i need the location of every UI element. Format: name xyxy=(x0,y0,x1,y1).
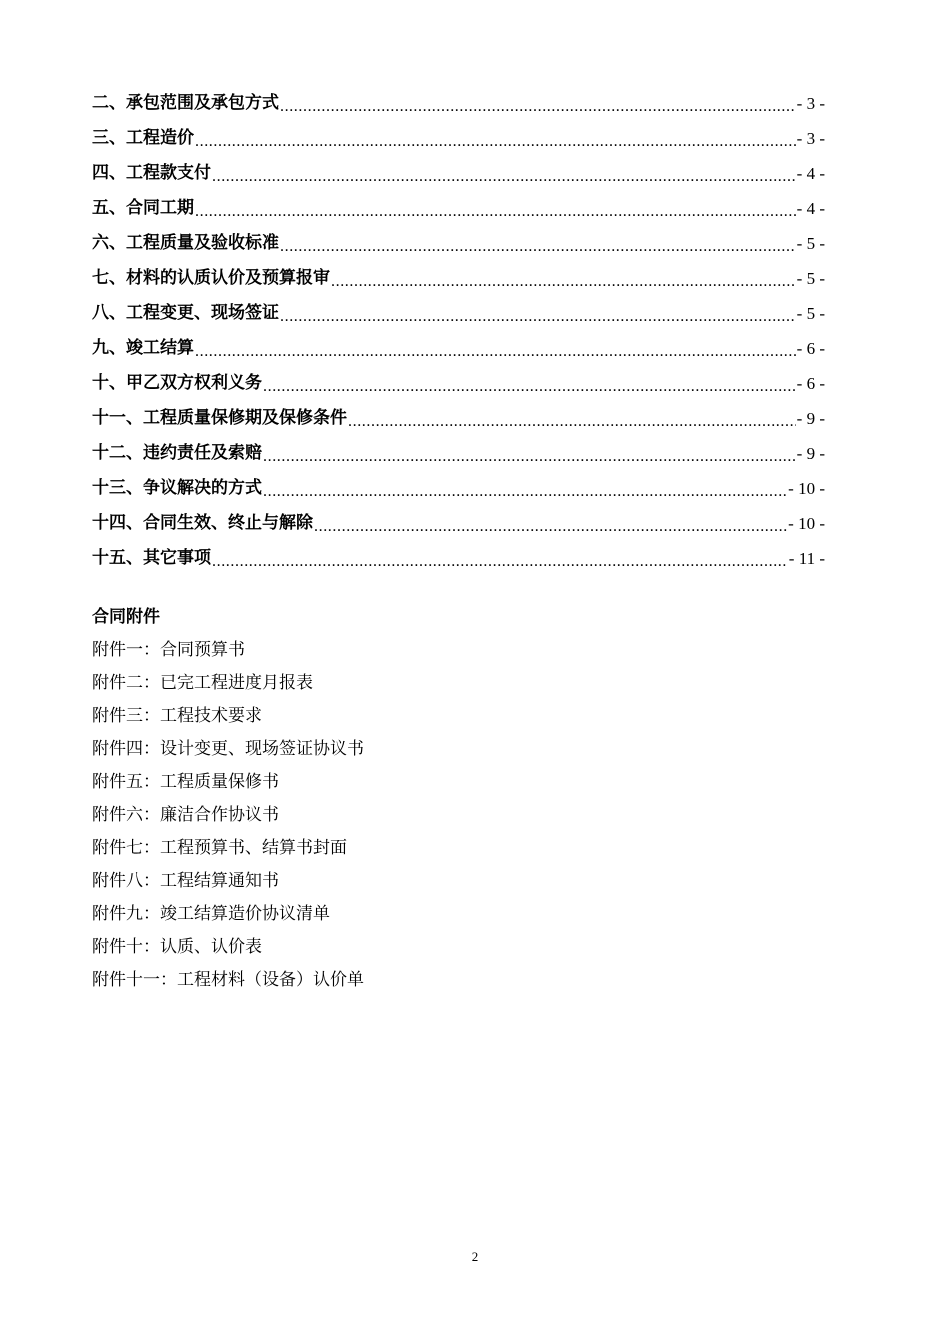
toc-leader-dots xyxy=(314,519,787,535)
attachment-item: 附件一：合同预算书 xyxy=(92,640,245,660)
toc-entry-title: 六、工程质量及验收标准 xyxy=(92,233,279,253)
toc-entry[interactable] xyxy=(92,331,825,366)
attachment-item: 附件五：工程质量保修书 xyxy=(92,772,279,792)
attachment-item: 附件四：设计变更、现场签证协议书 xyxy=(92,739,364,759)
page-number: 2 xyxy=(471,1249,479,1264)
toc-entry-title: 五、合同工期 xyxy=(92,198,194,218)
toc-entry-page: - 5 - xyxy=(796,304,825,323)
toc-entry[interactable] xyxy=(92,471,825,506)
toc-leader-dots xyxy=(195,134,796,150)
toc-leader-dots xyxy=(280,99,796,115)
toc-entry[interactable] xyxy=(92,401,825,436)
toc-entry-title: 四、工程款支付 xyxy=(92,163,211,183)
attachment-item: 附件十一：工程材料（设备）认价单 xyxy=(92,970,364,990)
attachment-item: 附件十：认质、认价表 xyxy=(92,937,262,957)
toc-entry-page: - 11 - xyxy=(788,549,825,568)
toc-entry[interactable] xyxy=(92,506,825,541)
toc-entry-page: - 9 - xyxy=(796,409,825,428)
toc-leader-dots xyxy=(212,554,788,570)
toc-leader-dots xyxy=(331,274,796,290)
toc-entry[interactable] xyxy=(92,86,825,121)
toc-entry[interactable] xyxy=(92,436,825,471)
toc-entry[interactable] xyxy=(92,296,825,331)
toc-leader-dots xyxy=(195,204,796,220)
toc-entry-title: 二、承包范围及承包方式 xyxy=(92,93,279,113)
toc-entry[interactable] xyxy=(92,366,825,401)
table-of-contents xyxy=(92,86,825,576)
toc-entry-page: - 10 - xyxy=(788,479,825,498)
toc-entry-page: - 10 - xyxy=(788,514,825,533)
toc-entry[interactable] xyxy=(92,226,825,261)
toc-leader-dots xyxy=(263,484,787,500)
toc-entry-title: 八、工程变更、现场签证 xyxy=(92,303,279,323)
toc-entry-title: 九、竣工结算 xyxy=(92,338,194,358)
toc-entry-title: 十五、其它事项 xyxy=(92,548,211,568)
attachment-item: 附件九：竣工结算造价协议清单 xyxy=(92,904,330,924)
toc-entry[interactable] xyxy=(92,541,825,576)
attachments-heading: 合同附件 xyxy=(92,607,160,627)
toc-entry[interactable] xyxy=(92,261,825,296)
toc-entry-page: - 3 - xyxy=(796,94,825,113)
toc-entry-title: 三、工程造价 xyxy=(92,128,194,148)
toc-entry-page: - 3 - xyxy=(796,129,825,148)
toc-entry-title: 七、材料的认质认价及预算报审 xyxy=(92,268,330,288)
toc-entry-page: - 6 - xyxy=(796,374,825,393)
toc-leader-dots xyxy=(348,414,796,430)
toc-entry-page: - 4 - xyxy=(796,164,825,183)
toc-entry-page: - 5 - xyxy=(796,234,825,253)
toc-leader-dots xyxy=(263,449,796,465)
toc-entry[interactable] xyxy=(92,156,825,191)
attachment-item: 附件三：工程技术要求 xyxy=(92,706,262,726)
toc-entry[interactable] xyxy=(92,191,825,226)
attachment-item: 附件六：廉洁合作协议书 xyxy=(92,805,279,825)
attachments-list xyxy=(92,637,364,1000)
toc-entry-title: 十三、争议解决的方式 xyxy=(92,478,262,498)
toc-entry-title: 十二、违约责任及索赔 xyxy=(92,443,262,463)
toc-entry-page: - 5 - xyxy=(796,269,825,288)
toc-leader-dots xyxy=(195,344,796,360)
toc-leader-dots xyxy=(263,379,796,395)
toc-entry-page: - 9 - xyxy=(796,444,825,463)
toc-entry[interactable] xyxy=(92,121,825,156)
toc-entry-title: 十、甲乙双方权利义务 xyxy=(92,373,262,393)
attachment-item: 附件八：工程结算通知书 xyxy=(92,871,279,891)
toc-entry-page: - 6 - xyxy=(796,339,825,358)
toc-leader-dots xyxy=(280,239,796,255)
attachment-item: 附件二：已完工程进度月报表 xyxy=(92,673,313,693)
toc-leader-dots xyxy=(280,309,796,325)
toc-entry-title: 十四、合同生效、终止与解除 xyxy=(92,513,313,533)
toc-entry-title: 十一、工程质量保修期及保修条件 xyxy=(92,408,347,428)
attachment-item: 附件七：工程预算书、结算书封面 xyxy=(92,838,347,858)
toc-leader-dots xyxy=(212,169,796,185)
toc-entry-page: - 4 - xyxy=(796,199,825,218)
